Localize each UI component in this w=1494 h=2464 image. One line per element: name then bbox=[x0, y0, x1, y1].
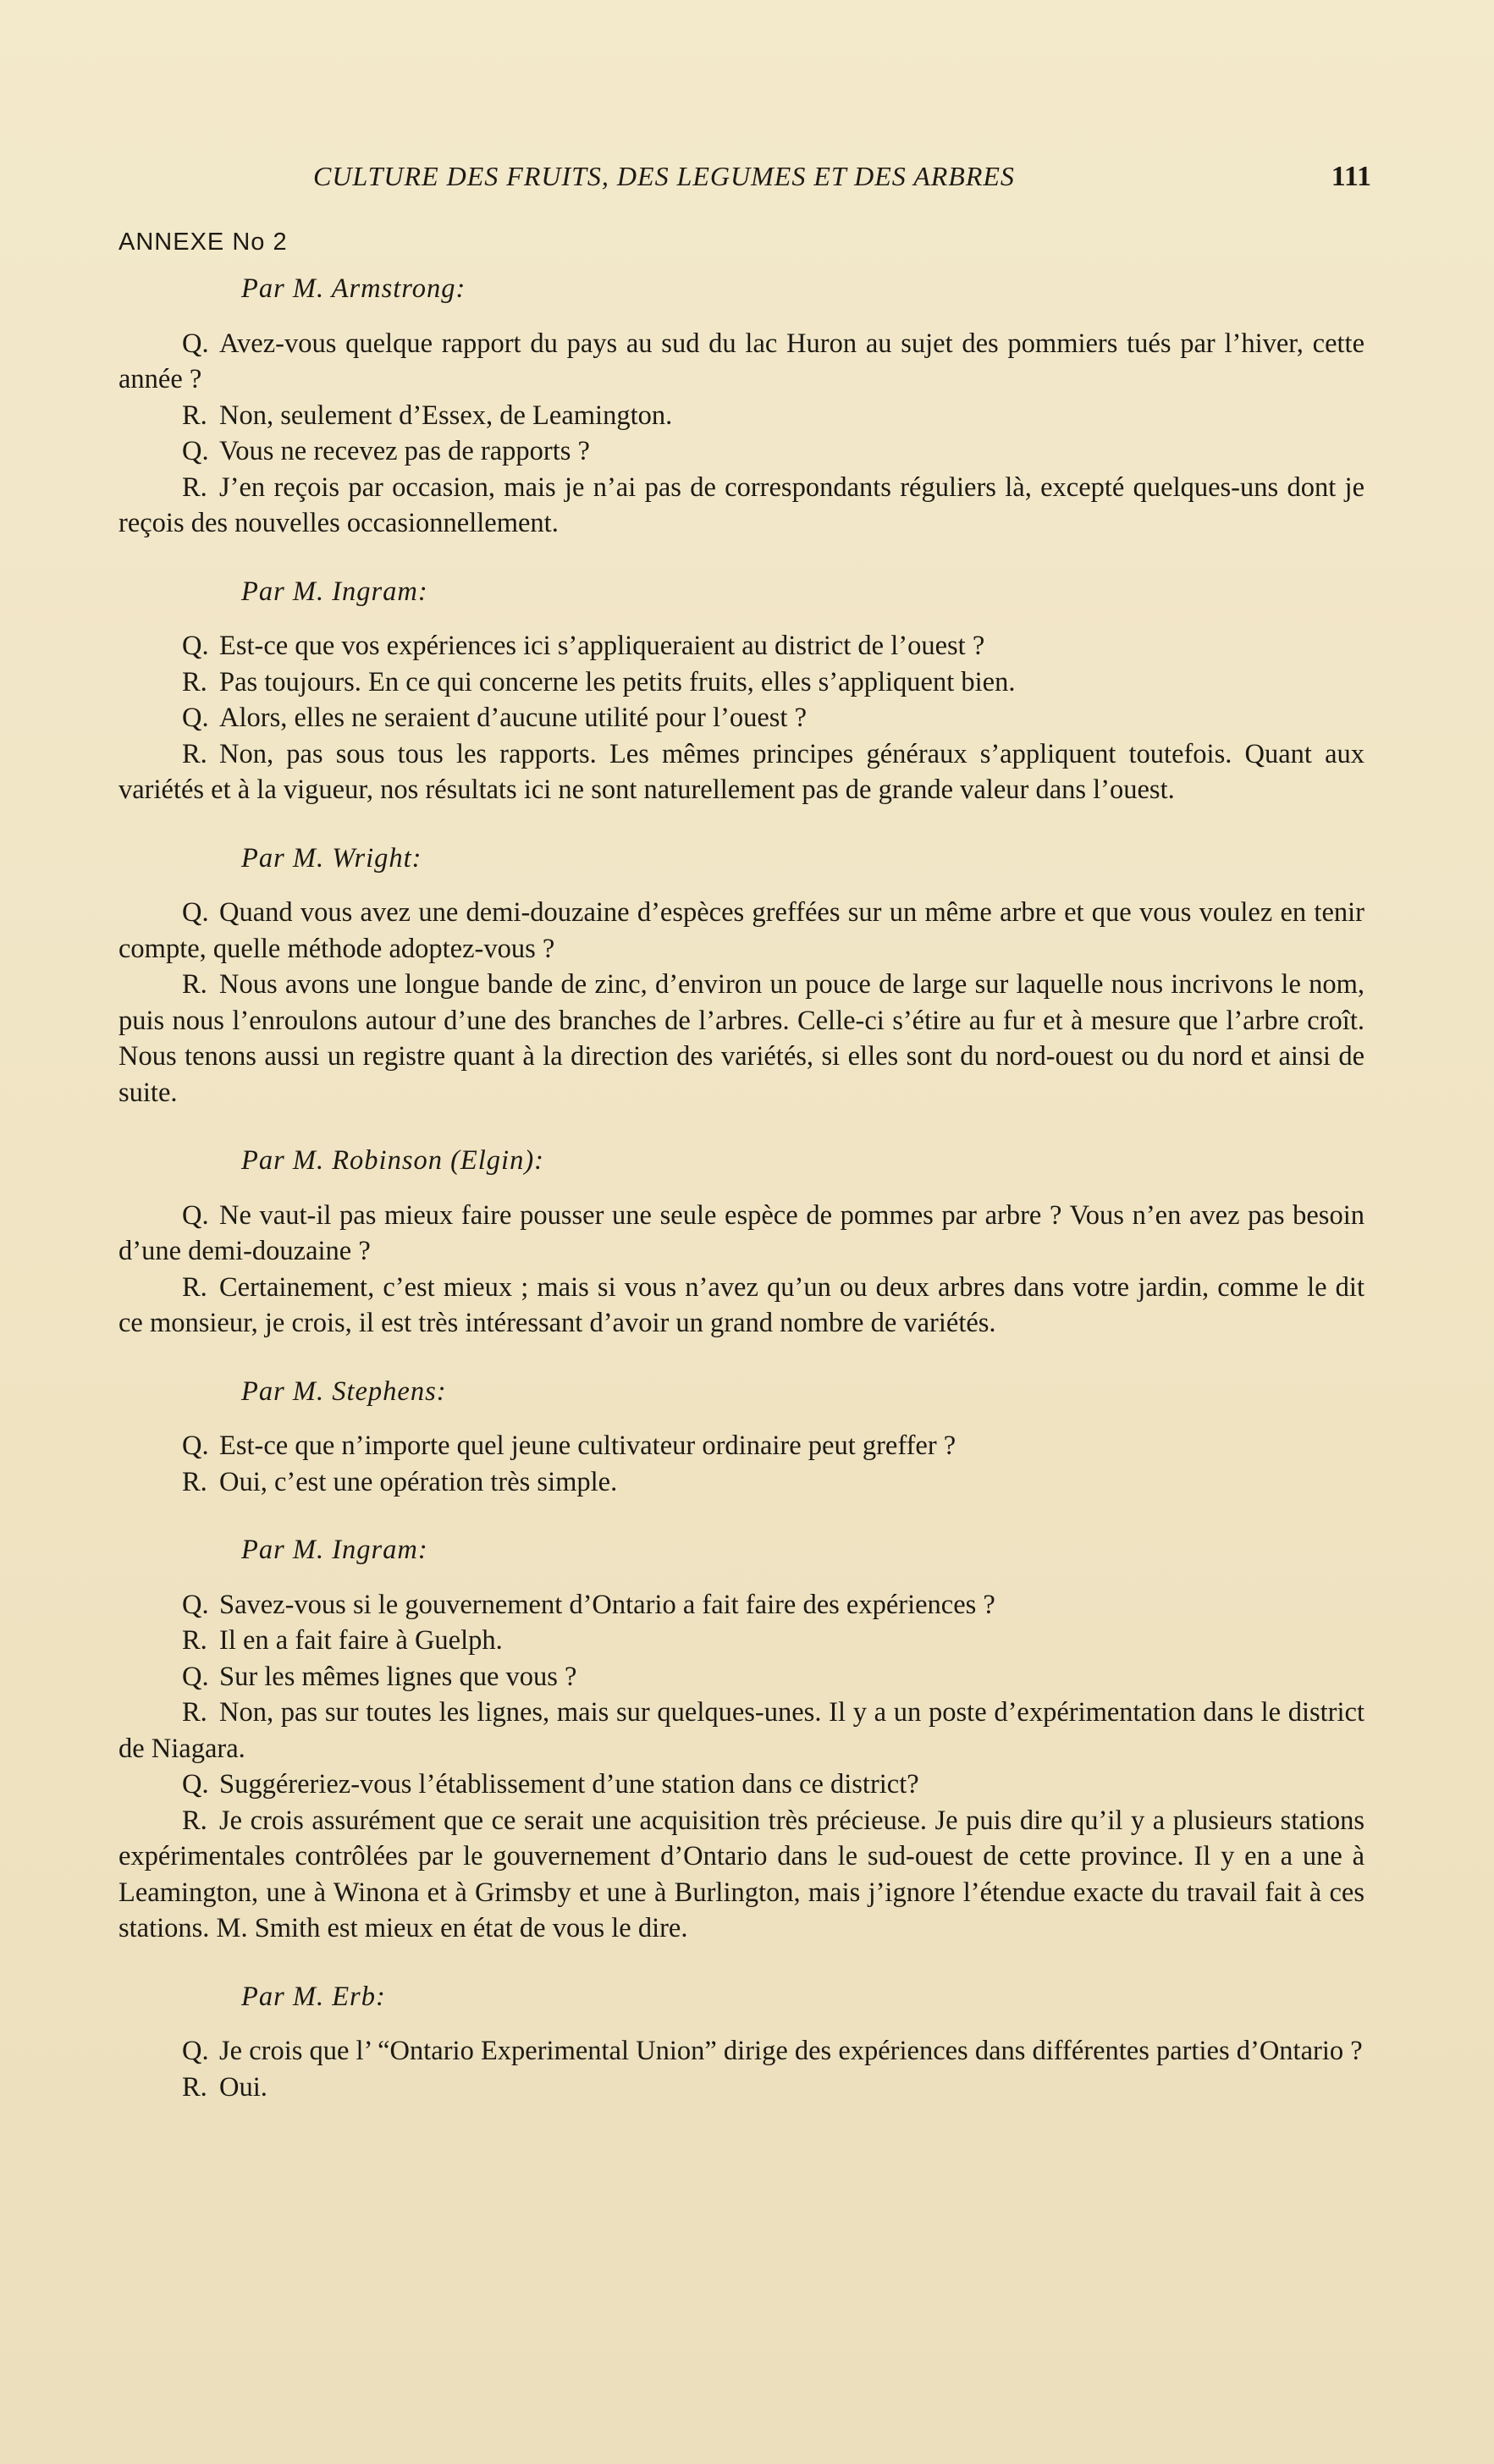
speaker-heading: Par M. Stephens: bbox=[241, 1375, 447, 1407]
question-entry bbox=[119, 1767, 1364, 1803]
question-entry bbox=[119, 1198, 1364, 1270]
speaker-heading: Par M. Armstrong: bbox=[241, 273, 466, 304]
entry-marker: Q. bbox=[182, 1589, 209, 1620]
entry-text: Non, seulement d’Essex, de Leamington. bbox=[219, 400, 673, 431]
entry-text: J’en reçois par occasion, mais je n’ai pas de correspondants réguliers là, excepté quelques-uns dont je reçois des nouvelles occasionnellement. bbox=[119, 471, 1364, 538]
answer-entry bbox=[119, 1803, 1364, 1947]
entry-marker: Q. bbox=[182, 897, 209, 928]
entry-text: Non, pas sur toutes les lignes, mais sur quelques-unes. Il y a un poste d’expérimentation dans le district de Niagara. bbox=[119, 1697, 1364, 1764]
testimony-section bbox=[119, 1143, 1364, 1342]
entry-marker: R. bbox=[182, 666, 207, 697]
entry-text: Alors, elles ne seraient d’aucune utilité pour l’ouest ? bbox=[219, 703, 808, 733]
testimony-section bbox=[119, 1374, 1364, 1501]
entry-marker: Q. bbox=[182, 1430, 209, 1461]
page-number: 111 bbox=[1331, 161, 1371, 192]
answer-entry bbox=[119, 2070, 1364, 2106]
testimony-section bbox=[119, 1979, 1364, 2106]
question-entry bbox=[119, 433, 1364, 470]
answer-entry bbox=[119, 1464, 1364, 1501]
entry-text: Non, pas sous tous les rapports. Les mêmes principes généraux s’appliquent toutefois. Quant aux variétés et à la vigueur, nos résultats ici ne sont naturellement pas de grande valeur dans l’ouest. bbox=[119, 738, 1364, 805]
entry-text: Nous avons une longue bande de zinc, d’environ un pouce de large sur laquelle nous incrivons le nom, puis nous l’enroulons autour d’une des branches de l’arbres. Celle-ci s’étire au fur et à mesure que l’arbre croît. Nous tenons aussi un registre quant à la direction des variétés, si elles sont du nord-ouest ou du nord et ainsi de suite. bbox=[119, 969, 1364, 1108]
entry-text: Certainement, c’est mieux ; mais si vous n’avez qu’un ou deux arbres dans votre jardin, comme le dit ce monsieur, je crois, il est très intéressant d’avoir un grand nombre de variétés. bbox=[119, 1271, 1364, 1338]
entry-marker: R. bbox=[182, 2071, 207, 2103]
question-entry bbox=[119, 1428, 1364, 1464]
entry-text: Avez-vous quelque rapport du pays au sud du lac Huron au sujet des pommiers tués par l’hiver, cette année ? bbox=[119, 328, 1364, 394]
entry-marker: R. bbox=[182, 471, 207, 503]
speaker-heading: Par M. Ingram: bbox=[241, 576, 428, 607]
entry-text: Oui. bbox=[219, 2071, 267, 2103]
question-entry bbox=[119, 1587, 1364, 1623]
question-entry bbox=[119, 2033, 1364, 2070]
answer-entry bbox=[119, 470, 1364, 542]
entry-text: Oui, c’est une opération très simple. bbox=[219, 1466, 618, 1497]
entry-text: Est-ce que vos expériences ici s’appliqueraient au district de l’ouest ? bbox=[219, 631, 985, 661]
entry-marker: R. bbox=[182, 738, 207, 769]
entry-text: Suggéreriez-vous l’établissement d’une station dans ce district? bbox=[219, 1769, 919, 1800]
entry-text: Quand vous avez une demi-douzaine d’espèces greffées sur un même arbre et que vous voulez en tenir compte, quelle méthode adoptez-vous ? bbox=[119, 897, 1364, 964]
testimony-section bbox=[119, 574, 1364, 808]
entry-text: Ne vaut-il pas mieux faire pousser une seule espèce de pommes par arbre ? Vous n’en avez pas besoin d’une demi-douzaine ? bbox=[119, 1199, 1364, 1266]
testimony-section bbox=[119, 271, 1364, 542]
entry-marker: R. bbox=[182, 1805, 207, 1836]
answer-entry bbox=[119, 1623, 1364, 1659]
entry-text: Je crois que l’ “Ontario Experimental Union” dirige des expériences dans différentes parties d’Ontario ? bbox=[219, 2036, 1363, 2066]
entry-marker: R. bbox=[182, 1466, 207, 1497]
answer-entry bbox=[119, 1695, 1364, 1767]
entry-text: Pas toujours. En ce qui concerne les petits fruits, elles s’appliquent bien. bbox=[219, 666, 1016, 697]
running-title: CULTURE DES FRUITS, DES LEGUMES ET DES ARBRES bbox=[313, 161, 1015, 191]
testimony-section bbox=[119, 841, 1364, 1111]
entry-marker: R. bbox=[182, 1697, 207, 1728]
entry-marker: R. bbox=[182, 1625, 207, 1656]
entry-marker: Q. bbox=[182, 1661, 209, 1692]
question-entry bbox=[119, 700, 1364, 736]
answer-entry bbox=[119, 1270, 1364, 1342]
entry-text: Vous ne recevez pas de rapports ? bbox=[219, 436, 590, 466]
entry-marker: Q. bbox=[182, 703, 209, 733]
entry-marker: R. bbox=[182, 969, 207, 1000]
speaker-heading: Par M. Wright: bbox=[241, 842, 422, 874]
entry-text: Je crois assurément que ce serait une acquisition très précieuse. Je puis dire qu’il y a plusieurs stations expérimentales contrôlées par le gouvernement d’Ontario dans le sud-ouest de cette province. Il y en a une à Leamington, une à Winona et à Grimsby et une à Burlington, mais j’ignore l’étendue exacte du travail fait à ces stations. M. Smith est mieux en état de vous le dire. bbox=[119, 1805, 1364, 1943]
annex-label: ANNEXE No 2 bbox=[119, 229, 288, 256]
entry-marker: R. bbox=[182, 400, 207, 431]
answer-entry bbox=[119, 736, 1364, 808]
entry-marker: Q. bbox=[182, 631, 209, 661]
entry-text: Sur les mêmes lignes que vous ? bbox=[219, 1661, 577, 1692]
entry-marker: R. bbox=[182, 1271, 207, 1303]
entry-marker: Q. bbox=[182, 2036, 209, 2066]
entry-marker: Q. bbox=[182, 1199, 209, 1231]
question-entry bbox=[119, 895, 1364, 967]
running-header bbox=[119, 161, 1371, 203]
testimony-body bbox=[119, 271, 1364, 2137]
question-entry bbox=[119, 628, 1364, 664]
testimony-section bbox=[119, 1532, 1364, 1947]
speaker-heading: Par M. Robinson (Elgin): bbox=[241, 1145, 544, 1176]
speaker-heading: Par M. Erb: bbox=[241, 1981, 386, 2012]
answer-entry bbox=[119, 967, 1364, 1111]
entry-marker: Q. bbox=[182, 1769, 209, 1800]
entry-marker: Q. bbox=[182, 328, 209, 359]
entry-text: Il en a fait faire à Guelph. bbox=[219, 1625, 503, 1656]
entry-text: Est-ce que n’importe quel jeune cultivateur ordinaire peut greffer ? bbox=[219, 1430, 956, 1461]
answer-entry bbox=[119, 664, 1364, 701]
entry-marker: Q. bbox=[182, 436, 209, 466]
question-entry bbox=[119, 326, 1364, 398]
answer-entry bbox=[119, 398, 1364, 434]
speaker-heading: Par M. Ingram: bbox=[241, 1535, 428, 1565]
entry-text: Savez-vous si le gouvernement d’Ontario a fait faire des expériences ? bbox=[219, 1589, 995, 1620]
question-entry bbox=[119, 1659, 1364, 1695]
